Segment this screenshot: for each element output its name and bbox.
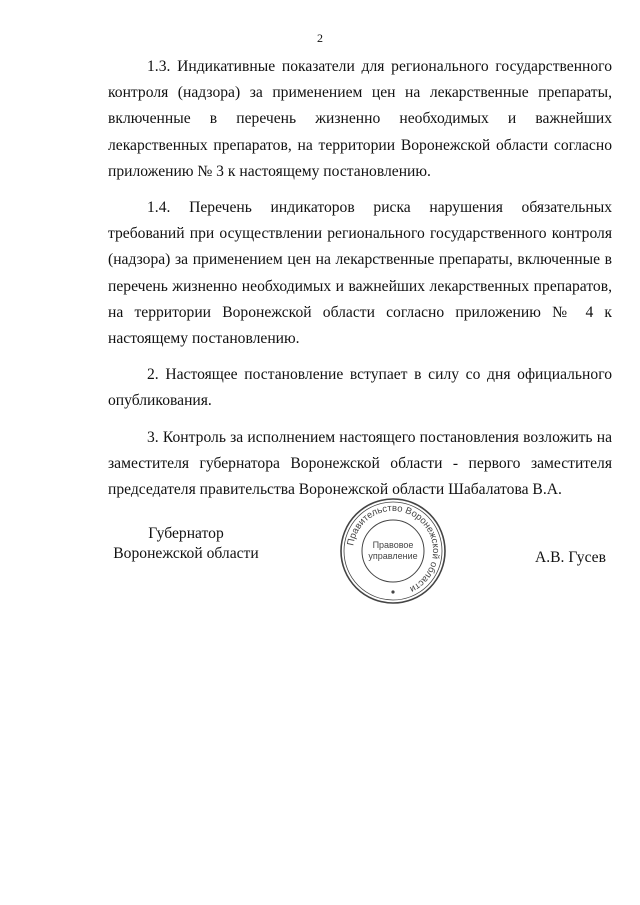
paragraph-2	[108, 362, 612, 414]
official-seal	[338, 496, 448, 606]
seal-inner-text-line2: управление	[368, 551, 418, 561]
paragraph-text: Настоящее постановление вступает в силу со дня официального опубликования.	[108, 366, 612, 410]
paragraph-3	[108, 425, 612, 504]
paragraph-1-4	[108, 195, 612, 352]
seal-inner-text-line1: Правовое	[372, 540, 414, 550]
position-line: Воронежской области	[113, 545, 259, 562]
paragraph-text: Перечень индикаторов риска нарушения обязательных требований при осуществлении регионального государственного контроля (надзора) за применением цен на лекарственные препараты, включенные в перечень жизненно необходимых и важнейших лекарственных препаратов, на территории Воронежской области согласно приложению № 4 к настоящему постановлению.	[108, 199, 612, 348]
page-number: 2	[317, 31, 323, 45]
paragraph-text: Контроль за исполнением настоящего постановления возложить на заместителя губернатора Воронежской области - первого заместителя председателя правительства Воронежской области Шабалатова В.А.	[108, 428, 612, 499]
signatory-name: А.В. Гусев	[535, 549, 606, 566]
paragraph-number: 2.	[147, 366, 159, 384]
paragraph-number: 3.	[147, 428, 159, 446]
paragraph-1-3	[108, 54, 612, 185]
signatory-position	[106, 524, 266, 564]
seal-outer-text: Правительство Воронежской области	[345, 502, 442, 595]
paragraph-text: Индикативные показатели для регионального государственного контроля (надзора) за применением цен на лекарственные препараты, включенные в перечень жизненно необходимых и важнейших лекарственных препаратов, на территории Воронежской области согласно приложению № 3 к настоящему постановлению.	[108, 58, 612, 180]
seal-star	[391, 590, 394, 593]
position-line: Губернатор	[148, 525, 224, 542]
paragraph-number: 1.4.	[147, 199, 171, 217]
paragraph-number: 1.3.	[147, 58, 171, 75]
document-body	[108, 54, 612, 513]
